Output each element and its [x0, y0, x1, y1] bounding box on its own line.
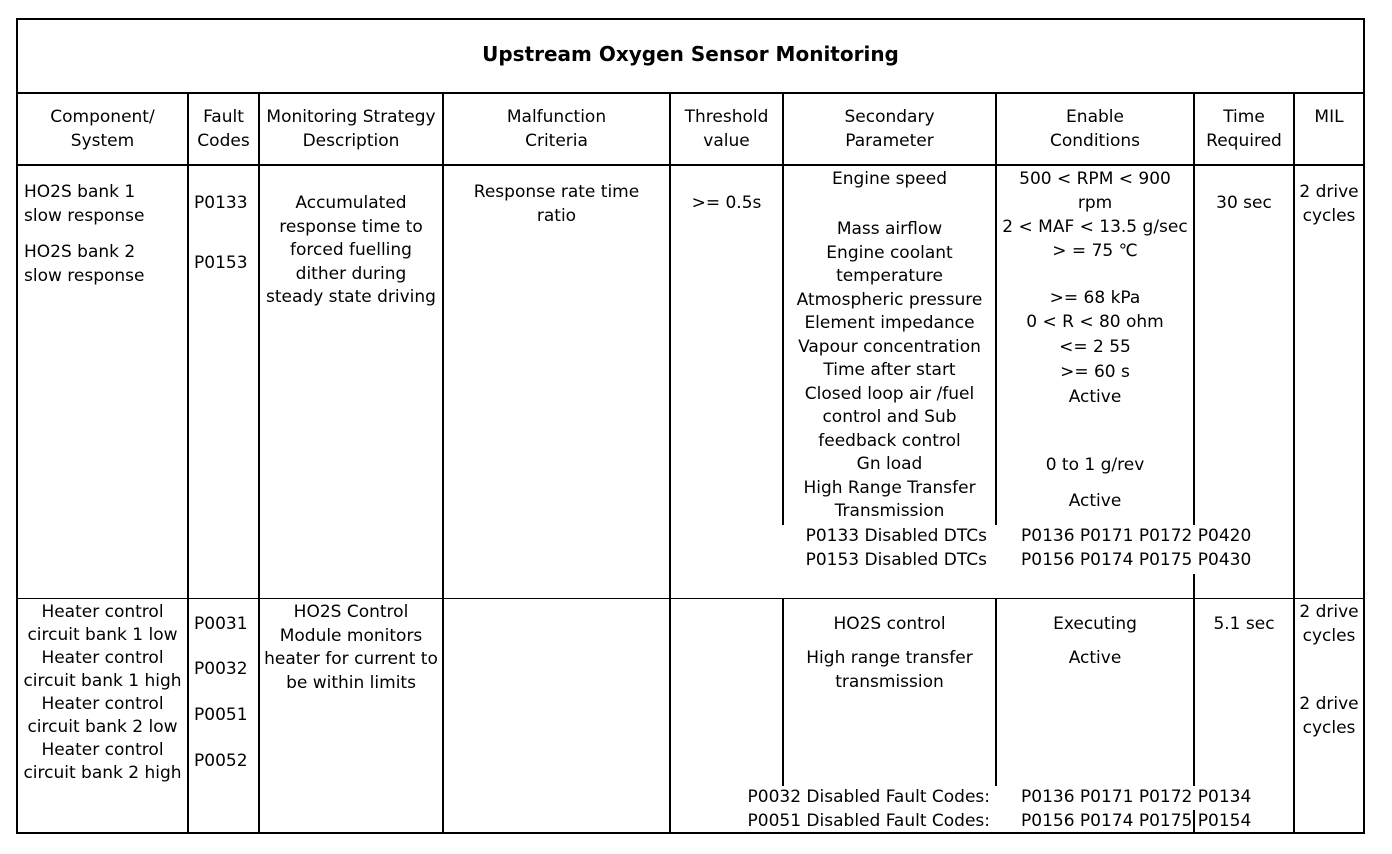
header-strategy: Monitoring Strategy Description [266, 107, 436, 151]
row2-code: P0032 [194, 659, 248, 679]
title-divider [16, 92, 1365, 94]
row1-malfunction: Response rate time ratio [473, 182, 640, 226]
disabled-fault-codes-label: P0032 Disabled Fault Codes: P0051 Disabled Fault Codes: [747, 787, 990, 831]
header-secondary: Secondary Parameter [844, 107, 935, 151]
enable-condition: Active [1068, 648, 1122, 668]
disabled-dtcs-label: P0133 Disabled DTCs P0153 Disabled DTCs [805, 526, 987, 570]
enable-condition: Executing [1053, 614, 1137, 634]
row1-component: HO2S bank 1 slow response HO2S bank 2 slow response [24, 182, 145, 286]
row2-mil: 2 drive cycles [1299, 602, 1359, 646]
row1-threshold: >= 0.5s [691, 193, 762, 213]
enable-condition: > = 75 ℃ [1052, 241, 1138, 261]
row2-time: 5.1 sec [1213, 614, 1275, 634]
row1-code: P0133 [194, 193, 248, 213]
row1-mil: 2 drive cycles [1299, 182, 1359, 226]
secondary-param: Mass airflow Engine coolant temperature Atmospheric pressure Element impedance Vapour concentration Time after start Closed loop air /fuel control and Sub feedback control Gn load High Range Transfer Transmission [796, 219, 983, 521]
enable-condition: 2 < MAF < 13.5 g/sec [1002, 217, 1188, 237]
col-divider [1193, 92, 1195, 525]
enable-condition: <= 2 55 [1059, 337, 1131, 357]
header-divider [16, 164, 1365, 166]
row1-strategy: Accumulated response time to forced fuelling dither during steady state driving [266, 193, 436, 307]
table-right-border [1363, 18, 1365, 834]
row-divider [16, 598, 1365, 599]
enable-condition: 500 < RPM < 900 rpm [1019, 169, 1171, 213]
row2-mil: 2 drive cycles [1299, 694, 1359, 738]
row2-code: P0031 [194, 614, 248, 634]
row1-code: P0153 [194, 253, 248, 273]
col-divider [1193, 574, 1195, 598]
enable-condition: >= 68 kPa [1049, 288, 1141, 308]
header-threshold: Threshold value [684, 107, 769, 151]
enable-condition: >= 60 s [1060, 362, 1130, 382]
row1-time: 30 sec [1216, 193, 1272, 213]
row2-code: P0052 [194, 751, 248, 771]
enable-condition: 0 < R < 80 ohm [1026, 312, 1164, 332]
disabled-fault-codes: P0136 P0171 P0172 P0134 P0156 P0174 P0175 P0154 [1021, 787, 1252, 831]
header-enable: Enable Conditions [1050, 107, 1140, 151]
secondary-param: HO2S control [833, 614, 946, 634]
enable-condition: Active [1068, 387, 1122, 407]
table-title: Upstream Oxygen Sensor Monitoring [482, 42, 899, 66]
row2-strategy: HO2S Control Module monitors heater for current to be within limits [264, 602, 438, 693]
enable-condition: Active [1068, 491, 1122, 511]
row2-component: Heater control circuit bank 1 low Heater control circuit bank 1 high Heater control circuit bank 2 low Heater control circuit bank 2 high [23, 602, 182, 783]
col-divider [187, 92, 189, 834]
header-mil: MIL [1314, 107, 1344, 127]
header-fault-codes: Fault Codes [197, 107, 250, 151]
table-top-border [16, 18, 1365, 20]
header-time: Time Required [1206, 107, 1282, 151]
header-malfunction: Malfunction Criteria [506, 107, 607, 151]
disabled-dtcs-codes: P0136 P0171 P0172 P0420 P0156 P0174 P0175 P0430 [1021, 526, 1252, 570]
secondary-param: High range transfer transmission [806, 648, 973, 692]
enable-condition: 0 to 1 g/rev [1045, 455, 1145, 475]
row2-code: P0051 [194, 705, 248, 725]
secondary-param: Engine speed [831, 169, 948, 189]
header-component: Component/ System [50, 107, 155, 151]
